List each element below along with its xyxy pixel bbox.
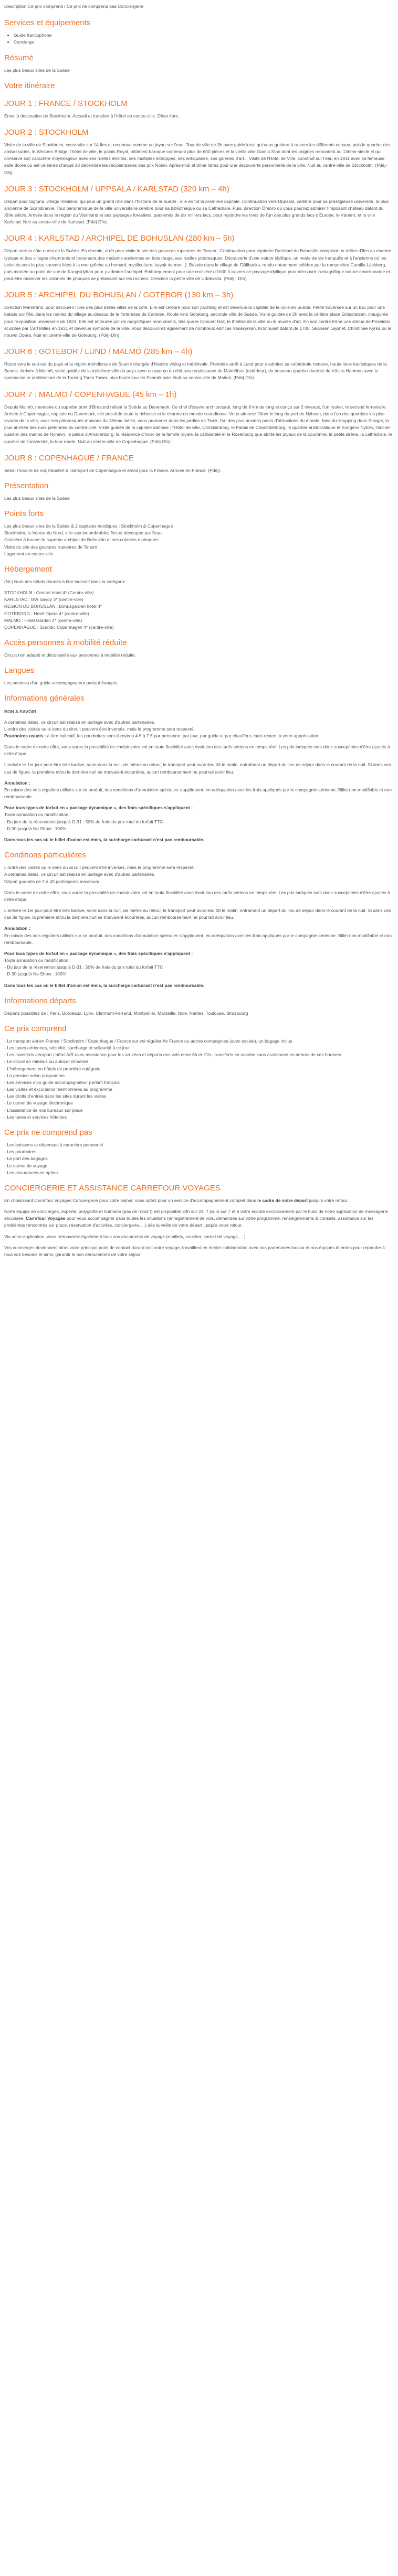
hebergement-section: [4, 565, 394, 631]
info-paragraph: [4, 1197, 394, 1204]
hotel-line: GOTEBORG : Hotel Opera 4* (centre-ville): [4, 610, 89, 616]
info-paragraph: [4, 864, 394, 885]
points-forts-section: [4, 509, 394, 557]
infos-departs-text: Départs possibles de : Paris, Bordeaux, Lyon, Clermont-Ferrand, Montpellier, Marseille, Nice, Nantes, Toulouse, Strasbourg: [4, 1010, 248, 1016]
list-item: - Le transport aérien France / Stockholm / Copenhague / France sur vol régulier Air France ou autres compagnies (avec escale), un bagage inclus: [4, 1038, 292, 1044]
text-line: Les plus beaux sites de la Suède & 2 capitales nordiques : Stockholm & Copenhague: [4, 523, 173, 529]
text-line: L'ordre des visites ou le sens du circuit peuvent être inversés, mais le programme sera respecté.: [4, 865, 195, 871]
list-item: - Les boissons et dépenses à caractère personnel: [4, 1142, 103, 1147]
list-item: - Les visites et excursions mentionnées au programme: [4, 1087, 112, 1092]
text-line: Stockholm, la Venise du Nord, ville aux innombrables îles et découpée par l'eau: [4, 530, 162, 536]
text-line: - D-30 jusqu'à No Show : 100%: [4, 971, 67, 977]
text-bold: Carrefour Voyages: [26, 1216, 66, 1221]
text-line: Toute annulation ou modification :: [4, 958, 71, 963]
prix-comprend-title: Ce prix comprend: [4, 1024, 67, 1033]
day-text: Départ vers la côte ouest de la Suède. En chemin, arrêt pour visite le site des gravures rupestres de Tanum . Continuation pour rejoindre l'archipel du Bohuslän comptant un millier d'îles au charme typique et des villages charmants et traversera des maisons anciennes en bois rouge, aux ruelles pittoresques. Découverte d'une nature idyllique, un mode de vie tranquille et à l'ancienne où les activités sont le plus souvent liées à la mer (pêche au homard, mytiliculture, kayak de mer...). Balade dans le village de Fjällbacka, rendu notamment célèbre par la romancière Camilla Läckberg, puis montée au point de vue de Kungsklyftan pour y admirer l'archipel. Embarquement pour une croisière d'1h00 à travers ce paysage idyllique pour découvrir la magnifique nature environnante et peut-être observer les colonies de phoques se prélassant sur les rochers. Direction la petite ville de Uddevalla. (Pdéj - Dîn).: [4, 248, 391, 282]
points-forts-text: [4, 523, 394, 557]
day-title: JOUR 1 : FRANCE / STOCKHOLM: [4, 99, 128, 108]
prix-ne-comprend-list: [4, 1142, 394, 1176]
day-text: Direction Marstrand, pour découvrir l'une des plus belles villes de la côte. Elle est célèbre pour son yachting et est devenue la capitale de la voile en Suède. Petite traversée sur un bac pour une balade sur l'île, dans les ruelles du village au-dessus de la forteresse de Carlsten. Route vers Göteborg, seconde ville de Suède. Visite guidée de 2h avec la célèbre place Götaplatsen, inaugurée pour l'exposition universelle de 1923. Elle est entourée par de magnifiques monuments, tels que le Concert Hall, le théâtre de la ville ou le musée d'art. En son centre trône une statue de Poséidon sculptée par Carl Milles en 1931 et devenue symbole de la ville. Vous découvrirez également de nombreux édifices Vasakyrkan, Kronhuset datant de 1700, Skansen Lejonet, Christinae Kyrka ou le nouvel Opéra. Nuit en centre-ville de Göteborg. (Pdéj-Dîn).: [4, 305, 392, 338]
text-fragment: jusqu'à votre retour.: [308, 1197, 348, 1203]
day-title: JOUR 7 : MALMO / COPENHAGUE (45 km – 1h): [4, 390, 177, 399]
forfaits-title: Pour tous types de forfait en « package dynamique », des frais spécifiques s'appliquent :: [4, 950, 193, 956]
text-line: - Du jour de la réservation jusqu'à D-31 : 50% de frais du prix total du forfait TTC: [4, 964, 163, 970]
hotel-line: COPENHAGUE : Scandic Copenhagen 4* (centre-ville): [4, 624, 114, 630]
info-paragraph: [4, 1208, 394, 1229]
text-line: Toute annulation ou modification :: [4, 812, 71, 818]
forfaits-block: [4, 804, 394, 832]
forfaits-title: Pour tous types de forfait en « package dynamique », des frais spécifiques s'appliquent :: [4, 805, 193, 811]
hotel-line: REGION DU BOHUSLAN : Bohusgarden hotel 4*: [4, 604, 102, 609]
page: [0, 0, 398, 1269]
pourboires-text: à titre indicatif, les pourboires sont d'environ 4 € à 7 € par personne, par jour, par guide et par chauffeur, mais restent à votre appréciation.: [46, 733, 320, 738]
list-item: - Les assurances en option: [4, 1169, 58, 1175]
text-fragment: En choisissant Carrefour Voyages Conciergerie pour votre séjour, vous optez pour un service d'accompagnement complet dans: [4, 1197, 258, 1203]
bon-a-savoir-title: BON A SAVOIR: [4, 709, 37, 715]
annulation-block: [4, 925, 394, 946]
text-line: Croisière à travers le superbe archipel de Bohuslän et ses colonies e phoques: [4, 537, 159, 543]
day-title: JOUR 4 : KARLSTAD / ARCHIPEL DE BOHUSLAN (280 km – 5h): [4, 234, 235, 243]
list-item: • Concierge: [14, 39, 394, 46]
day-text: Depuis Malmö, traversée du superbe pont d'Øresund reliant la Suède au Danemark. Ce chef d'œuvre architectural, long de 8 km de long et conçu sur 2 niveaux, l'un routier, le second ferroviaire. Arrivée à Copenhague, capitale du Danemark, elle possède toute la richesse et le charme du monde scandinave. Vous aimerez flâner le long du port de Nyhavn, dans l'un des quartiers les plus vivants de la ville, avec ses pittoresques maisons du 18ème siècle, vous promener dans les jardins de Tivoli, l'un des plus anciens parcs d'attractions du monde, faire du shopping dans Strøget, la plus animée des rues piétonnes du centre-ville. Visite guidée de la capitale danoise : l'Hôtel de ville, Christianborg, le Palais de Charlottenborg, le quartier aristocratique et Kongens Nytorv, l'ancien quartier des marins de Nyhavn, le palais d'Amalienborg, la résidence d'hiver de la famille royale, la cathédrale et le Rosenborg que abrite les joyaux de la couronne, la petite sirène, la cathédrale, le quartier de l'université, la tour ronde. Nuit au centre-ville de Copenhague. (Pdéj-Dîn).: [4, 404, 392, 444]
acces-section: [4, 638, 394, 659]
list-item: - Le circuit en minibus ou autocar climatisé: [4, 1059, 89, 1065]
list-item: - La pension selon programme: [4, 1072, 65, 1078]
presentation-title: Présentation: [4, 481, 49, 490]
text-line: Logement en centre-ville: [4, 551, 54, 556]
day-title: JOUR 6 : GOTEBOR / LUND / MALMÖ (285 km – 4h): [4, 347, 193, 357]
list-item: - Les taxes et services hôteliers: [4, 1114, 67, 1120]
prix-comprend-list: [4, 1038, 394, 1121]
langues-title: Langues: [4, 666, 35, 675]
info-paragraph: Via votre application, vous retrouverez également tous vos documents de voyage (e-billets, voucher, carnet de voyage, ...): [4, 1233, 246, 1239]
list-item: - Les pourboires: [4, 1149, 37, 1155]
conciergerie-section: [4, 1184, 394, 1258]
forfaits-block: [4, 950, 394, 978]
points-forts-title: Points forts: [4, 509, 44, 519]
list-item: - Les services d'un guide accompagnateur parlant français: [4, 1079, 120, 1085]
conciergerie-title: CONCIERGERIE ET ASSISTANCE CARREFOUR VOYAGES: [4, 1183, 221, 1193]
hotel-line: KARLSTAD : BW Savoy 3* (centre-ville): [4, 597, 83, 603]
list-item: - Les transferts aéroport / hôtel A/R avec assistance pour les arrivées et départs des vols entre 8h et 21h ; transferts en navette sans assistance en dehors de ces horaires: [4, 1052, 341, 1058]
text-fragment: Notre équipe de concierges, experte, polyglotte et humaine (pas de robot !) est disponible 24h sur 24, 7 jours sur 7 et à votre écoute exclusivement par le biais de notre application de messagerie sécurisée,: [4, 1209, 388, 1221]
final-note-text: Dans tous les cas où le billet d'avion est émis, la surcharge carburant n'est pas remboursable.: [4, 837, 205, 842]
final-note-text: Dans tous les cas où le billet d'avion est émis, la surcharge carburant n'est pas remboursable.: [4, 982, 205, 988]
list-item: • Guide francophone: [14, 32, 394, 39]
final-note: [4, 982, 394, 989]
info-paragraph: Dans le cadre de cette offre, vous aurez la possibilité de choisir votre vol en toute flexibilité avec évolution des tarifs aériens en temps réel. Les prix indiqués sont donc susceptibles d'être ajustés à cette étape.: [4, 744, 390, 757]
infos-departs-section: [4, 996, 394, 1017]
annulation-title: Annulation :: [4, 780, 30, 786]
infos-generales-section: [4, 694, 394, 843]
list-item: - Le carnet de voyage électronique: [4, 1100, 73, 1106]
resume-section: [4, 53, 394, 74]
langues-text: Les services d'un guide accompagnateur parlant français: [4, 680, 117, 686]
acces-text: Circuit non adapté et déconseillé aux personnes à mobilité réduite.: [4, 652, 136, 658]
info-paragraph: L'arrivée le 1er jour peut être très tardive, voire dans la nuit, de même au retour, le transport peut avoir lieu tôt le matin, entraînant un départ du lieu de séjour dans le courant de la nuit. Si dans ces cas de figure, la première et/ou la dernière nuit se trouvaient écourtées, aucun remboursement ne pourrait avoir lieu.: [4, 762, 391, 775]
presentation-text: Les plus beaux sites de la Suède: [4, 495, 70, 501]
itinerary-section: [4, 81, 394, 474]
day-text: Envol à destination de Stockholm. Accueil et transfert à l'hôtel en centre-ville. Dîner libre.: [4, 113, 180, 119]
text-fragment: pour vous accompagner dans toutes les situations (enregistrement de vols, demandes sur votre programme, renseignements & conseils, assistance sur les problèmes rencontrés sur place, réservation d'activités, conciergerie, ...) dès la veille de votre départ jusqu'à votre retour.: [4, 1216, 374, 1228]
hotel-line: STOCKHOLM : Central hotel 4* (Centre-ville): [4, 590, 94, 596]
prix-comprend-section: [4, 1024, 394, 1121]
prix-ne-comprend-section: [4, 1128, 394, 1176]
day-text: Départ pour Sigtuna, village médiéval qui joua un grand rôle dans l'histoire de la Suède : elle en fut la première capitale. Continuation vers Uppsala, célèbre pour sa prestigieuse université, la plus ancienne de Scandinavie. Tour panoramique de la ville universitaire célèbre pour sa bibliothèque ou sa Cathédrale. Puis, direction Örebro où vous pourrez admirer l'imposant château datant du XIIIe siècle. Arrivée dans la région du Värmland et ses paysages forestiers, parsemés de dix milliers lacs, pour rejoindre les rives de l'un des plus grands lacs d'Europe, le Vänern, et la ville Karlstad. Nuit au centre-ville de Karlstad. (Pdéj-Dîn).: [4, 198, 389, 225]
prix-ne-comprend-title: Ce prix ne comprend pas: [4, 1128, 92, 1137]
day-title: JOUR 2 : STOCKHOLM: [4, 127, 89, 137]
presentation-section: [4, 481, 394, 502]
day-title: JOUR 8 : COPENHAGUE / FRANCE: [4, 453, 134, 463]
hotel-line: MALMO : Hotel Garden 4* (centre-ville): [4, 617, 82, 623]
annulation-text: En raison des vols réguliers utilisés sur ce produit, des conditions d'annulation spéciales s'appliquent, en adéquation avec les frais appliqués par le compagnie aérienne. Billet non modifiable et non remboursable.: [4, 787, 392, 800]
final-note: [4, 836, 394, 843]
day-title: JOUR 3 : STOCKHOLM / UPPSALA / KARLSTAD (320 km – 4h): [4, 184, 229, 194]
list-item: - Les taxes aériennes, sécurité, surcharge et solidarité à ce jour: [4, 1045, 130, 1051]
day-text: Selon l'horaire de vol, transfert à l'aéroport de Copenhague et envol pour la France. Arrivée en France. (Pdéj).: [4, 467, 222, 473]
langues-section: [4, 666, 394, 686]
list-item: - Le port des bagages: [4, 1156, 48, 1162]
hebergement-intro: (NL) Nom des hôtels donnés à titre indicatif dans la catégorie :: [4, 578, 128, 584]
infos-generales-title: Informations générales: [4, 694, 85, 703]
hebergement-list: [4, 589, 394, 631]
services-title: Services et équipements: [4, 18, 91, 28]
list-item: - L'hébergement en hôtels de première catégorie: [4, 1066, 101, 1071]
text-line: - D-30 jusqu'à No Show : 100%: [4, 825, 67, 831]
text-line: L'ordre des visites ou le sens du circuit peuvent être inversés, mais le programme sera respecté.: [4, 726, 195, 732]
annulation-title: Annulation :: [4, 926, 30, 931]
day-title: JOUR 5 : ARCHIPEL DU BOHUSLAN / GOTEBOR (130 km – 3h): [4, 291, 234, 300]
conditions-section: [4, 851, 394, 989]
conditions-title: Conditions particulières: [4, 851, 86, 860]
resume-text: Les plus beaux sites de la Suède: [4, 67, 70, 73]
itinerary-title: Votre itinéraire: [4, 81, 55, 90]
text-line: A certaines dates, ce circuit est réalisé en partage avec d'autres partenaires.: [4, 872, 155, 877]
pourboires-label: Pourboires usuels :: [4, 733, 46, 738]
services-list: [4, 32, 394, 46]
text-bold: le cadre de votre départ: [257, 1197, 308, 1203]
text-line: Départ garantis de 2 à 45 participants maximum: [4, 878, 99, 884]
day-text: Visite de la ville de Stockholm, construite sur 14 îles et reconnue comme un joyau sur l'eau. Tour de ville de 3h avec guide local qui vous guidera à travers les différents canaux, puis le quartier des ambassades, le Western Bridge, l'hôtel de ville, le palais Royal, bâtiment baroque contenant plus de 600 pièces et la vieille ville Gamla Stan dont les origines remontent au 13ème siècle et qui conserve son caractère moyenâgeux avec ses ruelles étroites, ses multiples échoppes, ses antiquaires, ses galeries d'art... Visite de l'Hôtel de Ville, construit sur l'eau en 1911 avec sa fameuse salle dorée où est célébrée chaque 10 décembre les récipiendaires des prix Nobel. Après-midi et dîner libres pour une découverte personnelle de la ville. Nuit au centre-ville de Stockholm. (Pdéj-Déj).: [4, 142, 391, 175]
annulation-block: [4, 780, 394, 801]
info-paragraph: Dans le cadre de cette offre, vous aurez la possibilité de choisir votre vol en toute flexibilité avec évolution des tarifs aériens en temps réel. Les prix indiqués sont donc susceptibles d'être ajustés à cette étape.: [4, 889, 390, 902]
list-item: - Le carnet de voyage: [4, 1163, 48, 1168]
list-item: - L'assistance de nos bureaux sur place: [4, 1107, 83, 1113]
text-line: Visite du site des gravures rupestres de Tanum: [4, 544, 97, 550]
text-line: - Du jour de la réservation jusqu'à D-31 : 50% de frais du prix total du forfait TTC: [4, 819, 163, 824]
top-description: Description Ce prix comprend / Ce prix ne comprend pas Conciergerie: [4, 4, 143, 9]
infos-departs-title: Informations départs: [4, 996, 76, 1005]
acces-title: Accès personnes à mobilité réduite: [4, 638, 127, 648]
day-text: Route vers le sud-est du pays et la région méridionale de Scanie chargée d'histoire viking et médiévale. Première arrêt à Lund pour y admirer sa cathédrale romane, hauts-lieux touristiques de la Scanie. Arrivée à Malmö, visite guidée de la troisième ville du pays avec un aperçu du château renaissance de Malmöhus (extérieur), du nouveau quartier durable de Västra Hamnen avec le spectaculaire architecture de la Turning Torso Tower, plus haute tour de Scandinavie. Nuit au centre-ville de Malmö. (Pdéj-Dîn).: [4, 361, 387, 381]
services-section: [4, 18, 394, 46]
resume-title: Résumé: [4, 53, 34, 62]
annulation-text: En raison des vols réguliers utilisés sur ce produit, des conditions d'annulation spéciales s'appliquent, en adéquation avec les frais appliqués par le compagnie aérienne. Billet non modifiable et non remboursable.: [4, 932, 392, 945]
info-paragraph: [4, 719, 394, 740]
info-paragraph: L'arrivée le 1er jour peut être très tardive, voire dans la nuit, de même au retour, le transport peut avoir lieu tôt le matin, entraînant un départ du lieu de séjour dans le courant de la nuit. Si dans ces cas de figure, la première et/ou la dernière nuit se trouvaient écourtées, aucun remboursement ne pourrait avoir lieu.: [4, 908, 391, 920]
text-line: A certaines dates, ce circuit est réalisé en partage avec d'autres partenaires.: [4, 719, 155, 725]
hebergement-title: Hébergement: [4, 564, 52, 574]
info-paragraph: Vos concierges deviennent alors votre principal point de contact durant tout votre voyage, travaillent en étroite collaboration avec nos partenaires locaux et nos équipes internes pour répondre à tous vos besoins et ainsi, garantir le bon déroulement de votre séjour.: [4, 1244, 385, 1257]
list-item: - Les droits d'entrée dans les sites durant les visites: [4, 1093, 107, 1099]
